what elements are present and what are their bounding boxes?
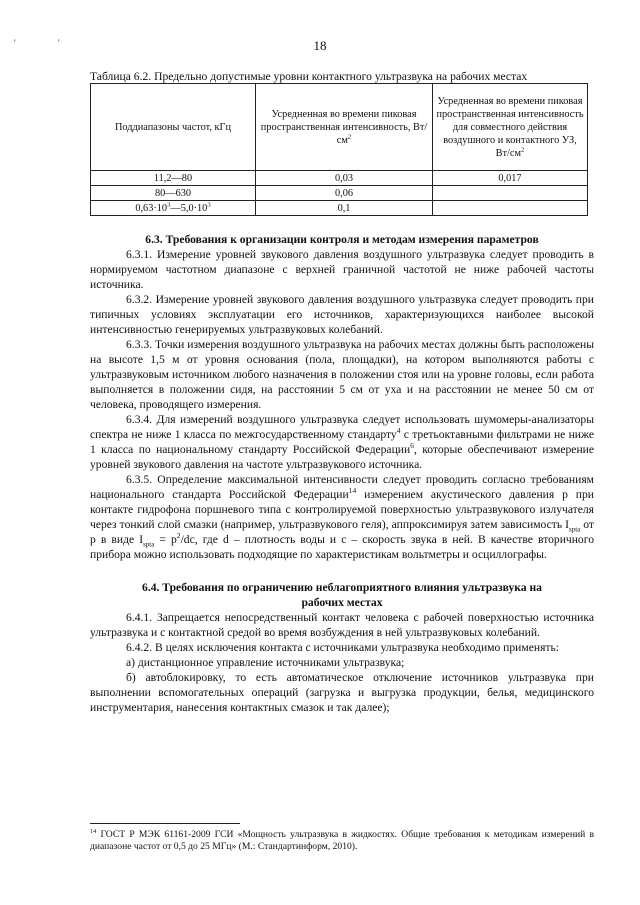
header-frequency: Поддиапазоны частот, кГц	[91, 84, 256, 171]
paragraph-6-3-4: 6.3.4. Для измерений воздушного ультразвука следует использовать шумомеры-анализаторы спектра не ниже 1 класса по межгосударственному стандарту$^4$ с третьоктавными фильтрами не ниже 1 класса по национальному стандарту Российской Федерации$^6$, которые обеспечивают измерение уровней звукового давления на частоте ультразвукового источника.	[90, 413, 594, 471]
table-row	[91, 171, 588, 186]
cell-range: 80—630	[91, 186, 256, 201]
cell-combined: 0,017	[433, 171, 588, 186]
cell-intensity: 0,1	[256, 201, 433, 216]
header-combined-intensity: Усредненная во времени пиковая пространственная интенсивность для совместного действия воздушного и контактного УЗ, $Вт/см^2$	[433, 84, 588, 171]
paragraph-6-3-5: 6.3.5. Определение максимальной интенсивности следует проводить согласно требованиям национального стандарта Российской Федерации$^{14}$ измерением акустического давления р при контакте гидрофона поршневого типа с контролируемой поверхностью ультразвукового излучателя через тонкий слой смазки (например, ультразвукового геля), аппроксимируя затем зависимость $I_{spta}$ от р в виде $I_{spta} = р^2/dс$, где d – плотность воды и с – скорость звука в ней. В качестве вторичного прибора можно использовать подходящие по характеристикам вольтметры и осциллографы.	[90, 473, 594, 561]
page-number: 18	[313, 38, 327, 53]
header-intensity: Усредненная во времени пиковая пространственная интенсивность, $Вт/см^2$	[256, 84, 433, 171]
cell-combined	[433, 186, 588, 201]
footnote: $^{14}$ ГОСТ Р МЭК 61161-2009 ГСИ «Мощность ультразвука в жидкостях. Общие требования к методикам измерений в диапазоне частот от 0,5 до 25 МГц» (М.: Стандартинформ, 2010).	[90, 827, 594, 852]
cell-intensity: 0,03	[256, 171, 433, 186]
table-row	[91, 186, 588, 201]
cell-range: $0,63\cdot 10^3—5,0\cdot 10^3$	[91, 201, 256, 216]
section-6-3-heading: 6.3. Требования к организации контроля и методам измерения параметров	[145, 233, 539, 246]
table-row	[91, 201, 588, 216]
cell-intensity: 0,06	[256, 186, 433, 201]
cell-combined	[433, 201, 588, 216]
paragraph-6-3-2: 6.3.2. Измерение уровней звукового давления воздушного ультразвука следует проводить при типичных условиях эксплуатации его источников, характеризующихся наиболее высокой интенсивностью генерируемых ультразвуковых колебаний.	[90, 293, 594, 336]
margin-mark-right: '	[58, 38, 60, 48]
table-caption: Таблица 6.2. Предельно допустимые уровни контактного ультразвука на рабочих местах	[90, 70, 528, 83]
document-body	[90, 232, 594, 715]
paragraph-6-4-1: 6.4.1. Запрещается непосредственный контакт человека с рабочей поверхностью источника ультразвука и с контактной средой во время возбуждения в ней ультразвуковых колебаний.	[90, 611, 594, 639]
section-6-4-heading: 6.4. Требования по ограничению неблагоприятного влияния ультразвука на рабочих местах	[142, 581, 542, 609]
list-item-a: а) дистанционное управление источниками ультразвука;	[126, 656, 405, 669]
cell-range: 11,2—80	[91, 171, 256, 186]
paragraph-6-3-1: 6.3.1. Измерение уровней звукового давления воздушного ультразвука следует проводить в нормируемом частотном диапазоне с верхней граничной частотой не ниже рабочей частоты источника.	[90, 248, 594, 291]
limits-table	[90, 83, 588, 216]
margin-mark-left: '	[14, 38, 16, 48]
table-header-row	[91, 84, 588, 171]
list-item-b: б) автоблокировку, то есть автоматическое отключение источников ультразвука при выполнении вспомогательных операций (загрузка и выгрузка продукции, белья, медицинского инструментария, нанесения контактных смазок и так далее);	[90, 671, 594, 714]
paragraph-6-3-3: 6.3.3. Точки измерения воздушного ультразвука на рабочих местах должны быть расположены на высоте 1,5 м от уровня основания (пола, площадки), на котором выполняются работы с ультразвуковым источником любого назначения в положении стоя или на уровне головы, если работа выполняется в положении сидя, на расстоянии 5 см от уха и на расстоянии не менее 50 см от человека, проводящего измерения.	[90, 338, 594, 411]
paragraph-6-4-2: 6.4.2. В целях исключения контакта с источниками ультразвука необходимо применять:	[126, 641, 559, 654]
footnote-separator	[90, 823, 240, 824]
